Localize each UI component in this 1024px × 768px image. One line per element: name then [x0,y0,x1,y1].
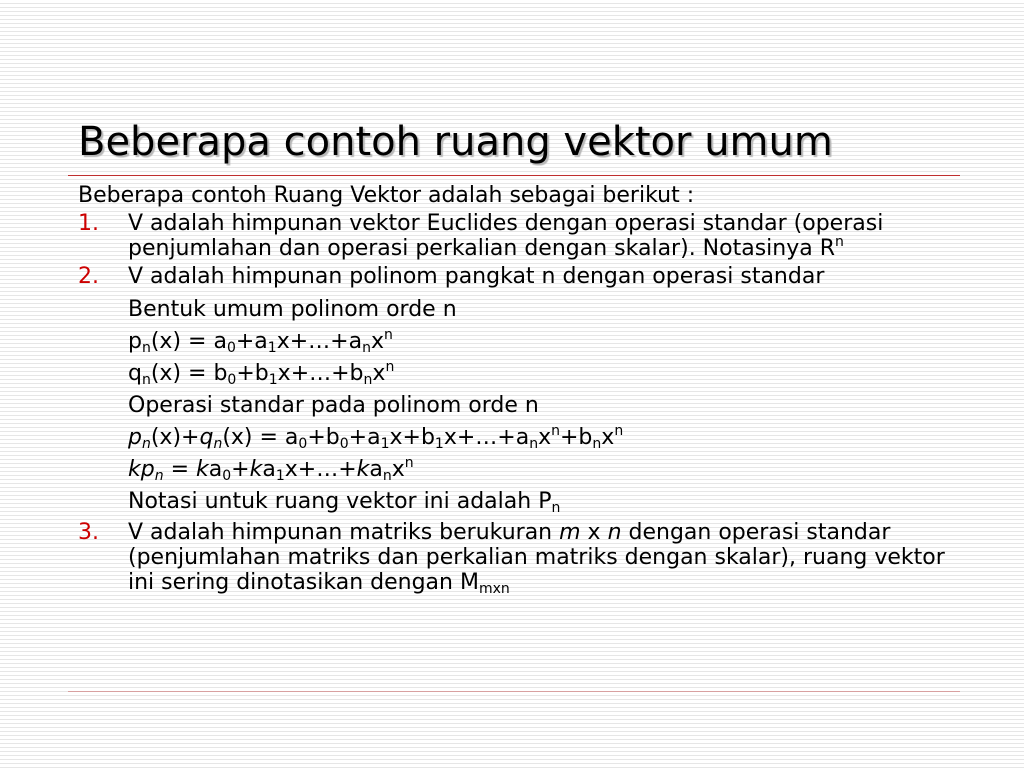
intro-text: Beberapa contoh Ruang Vektor adalah sebagai berikut : [78,183,695,208]
list-item-2 [78,264,958,289]
formula-pn: $p_n(x)$ = $a_0+a_1x+\dots+a_nx^n$ [128,327,393,356]
formula-qn: $q_n(x)$ = $b_0+b_1x+\dots+b_nx^n$ [128,359,395,388]
item-number: 3. [78,520,99,545]
title-divider [68,175,960,176]
superscript-n: n [835,234,844,250]
subscript-mxn: mxn [478,581,510,597]
list-item-1 [78,211,958,261]
item-text: V adalah himpunan polinom pangkat n dengan operasi standar [128,264,825,289]
footer-divider [68,691,960,692]
polynomial-general-form-label: Bentuk umum polinom orde n [128,297,457,322]
notation-pn: Notasi untuk ruang vektor ini adalah $P_n$ [128,489,561,516]
item-number: 2. [78,264,99,289]
formula-scalar: $kp_n$ = $ka_0+ka_1x+\dots+ka_nx^n$ [128,455,414,484]
slide-body [78,183,958,598]
list-item-3: 3. V adalah himpunan matriks berukuran m x n dengan operasi standar (penjumlahan matriks dan perkalian matriks dengan skalar), ruang vektor ini sering dinotasikan dengan $M_{mxn}$ [78,520,945,597]
item-text: V adalah himpunan vektor Euclides dengan operasi standar (operasi penjumlahan dan operasi perkalian dengan skalar). Notasinya R [128,211,884,261]
slide-title: Beberapa contoh ruang vektor umum [78,119,833,165]
formula-sum: $p_n(x)+q_n(x)$ = $a_0+b_0+a_1x+b_1x+\dots+a_nx^n+b_nx^n$ [128,423,624,452]
standard-operation-label: Operasi standar pada polinom orde n [128,393,539,418]
item-number: 1. [78,211,99,236]
